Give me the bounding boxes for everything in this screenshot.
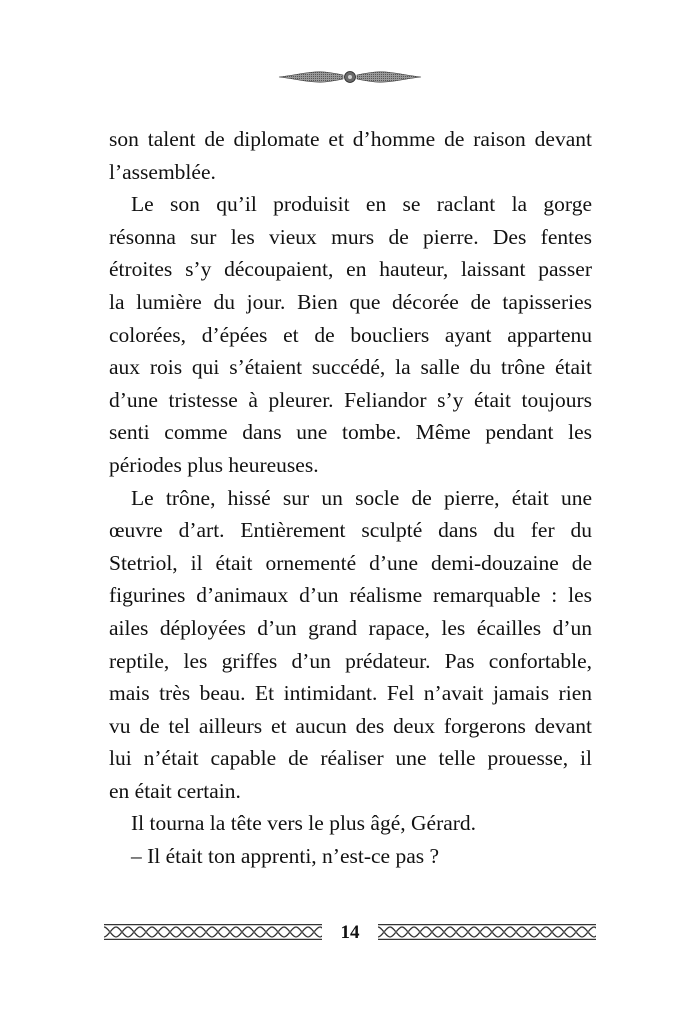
text-line: l’assemblée. (109, 159, 216, 184)
text-line: en était certain. (109, 778, 241, 803)
text-line: œuvre d’art. Entièrement sculpté dans du fer du (109, 518, 592, 543)
paragraph-start-line: Le trône, hissé sur un socle de pierre, était une (131, 485, 592, 510)
paragraph-start-line: Il tourna la tête vers le plus âgé, Gérard. (131, 811, 477, 836)
text-line: la lumière du jour. Bien que décorée de tapisseries (109, 289, 592, 314)
text-line: périodes plus heureuses. (109, 452, 319, 477)
text-line: lui n’était capable de réaliser une telle prouesse, il (109, 746, 592, 771)
text-line: figurines d’animaux d’un réalisme remarquable : les (109, 583, 592, 608)
text-line: étroites s’y découpaient, en hauteur, laissant passer (109, 257, 592, 282)
braided-border-icon (104, 924, 322, 940)
text-line: senti comme dans une tombe. Même pendant les (109, 420, 592, 445)
body-text (109, 123, 592, 873)
text-line: résonna sur les vieux murs de pierre. Des fentes (109, 224, 592, 249)
dialogue-line: – Il était ton apprenti, n’est-ce pas ? (131, 844, 440, 869)
paragraph-start-line: Le son qu’il produisit en se raclant la gorge (131, 192, 592, 217)
diamond-flourish-icon (277, 66, 423, 88)
braided-border-icon (378, 924, 596, 940)
text-line: son talent de diplomate et d’homme de raison devant (109, 127, 592, 151)
text-line: aux rois qui s’étaient succédé, la salle du trône était (109, 355, 592, 380)
text-line: Stetriol, il était ornementé d’une demi-douzaine de (109, 550, 592, 575)
page-number: 14 (340, 922, 360, 943)
text-line: reptile, les griffes d’un prédateur. Pas confortable, (109, 648, 592, 673)
page-footer (104, 920, 596, 946)
text-line: ailes déployées d’un grand rapace, les écailles d’un (109, 615, 592, 640)
text-line: colorées, d’épées et de boucliers ayant appartenu (109, 322, 592, 347)
text-line: mais très beau. Et intimidant. Fel n’avait jamais rien (109, 681, 592, 706)
text-line: d’une tristesse à pleurer. Feliandor s’y était toujours (109, 387, 592, 412)
text-line: vu de tel ailleurs et aucun des deux forgerons devant (109, 713, 592, 738)
